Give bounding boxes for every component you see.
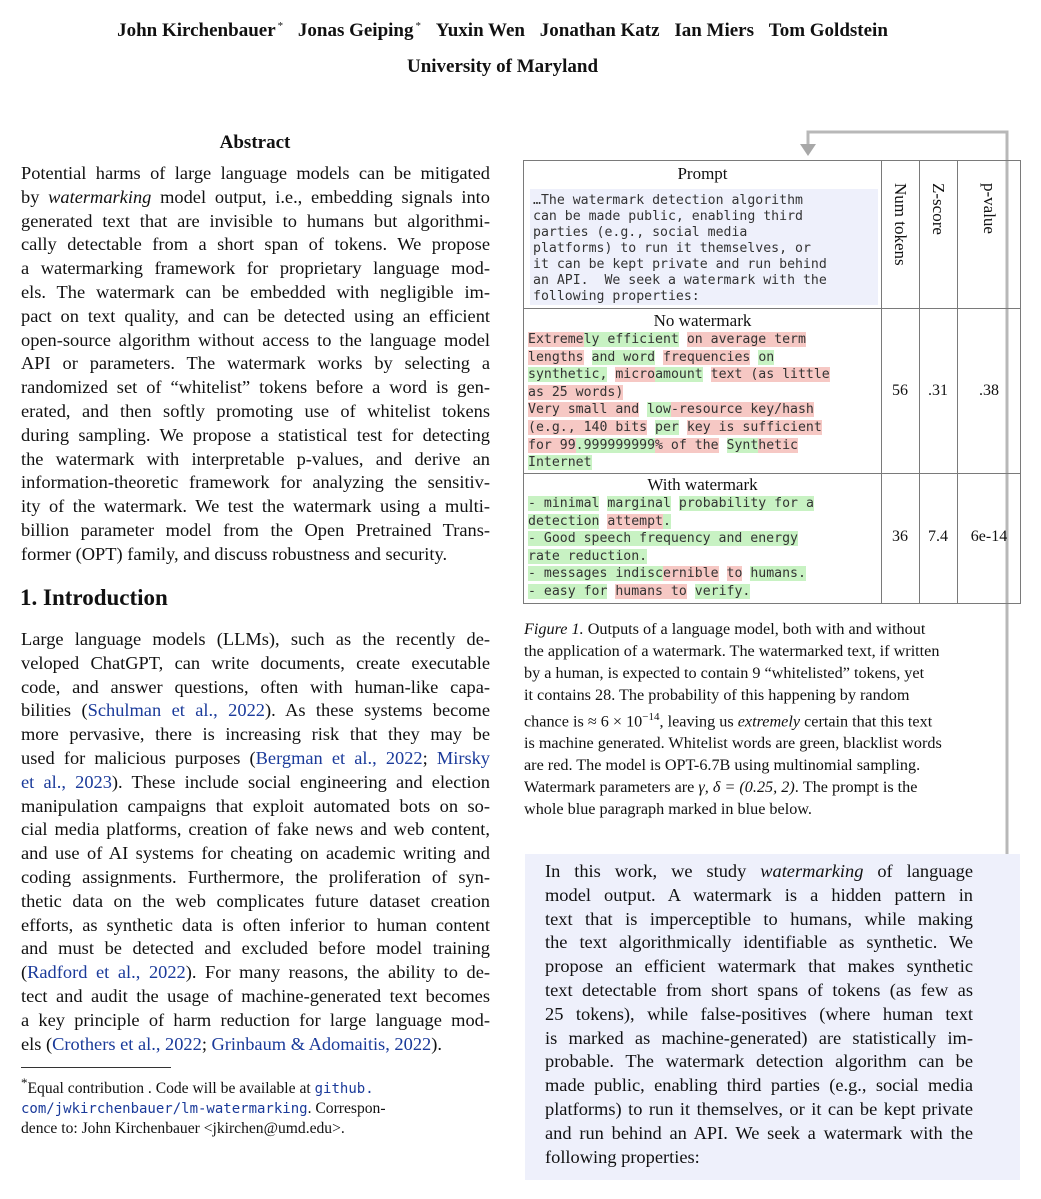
whitelist-token: - Good speech frequency and energy [528,531,798,547]
whitelist-token: ly efficient [583,332,679,347]
author: John Kirchenbauer * [117,20,284,41]
caption-line: the application of a watermark. The watermarked text, if written [524,642,940,660]
text-line: API or parameters. The watermark works by selecting a [21,353,490,374]
blacklist-token: key is sufficient [686,420,822,435]
token-line [528,530,798,548]
whitelist-token: . [663,513,671,529]
text-line: Large language models (LLMs), such as the recently de- [21,629,490,649]
text-line: propose an efficient watermark that makes synthetic [545,956,973,977]
column-header: Num tokens [891,183,910,266]
whitelist-token: - messages indisc [528,566,663,582]
token-line [528,495,814,513]
text-line: In this work, we study watermarking of language [545,861,973,881]
blacklist-token: (e.g., 140 bits [528,420,648,435]
author: Jonathan Katz [539,20,660,41]
token-space [679,420,687,435]
prompt-label: Prompt [677,164,728,183]
citation-link[interactable]: Crothers et al., 2022 [52,1033,202,1054]
text-line: more pervasive, there is increasing risk that they may be [21,724,490,745]
blacklist-token: humans to [615,584,687,599]
text-line: els. The watermark can be embedded with negligible im- [21,281,490,302]
token-space [679,332,687,347]
text-line: a key principle of harm reduction for large language mod- [21,1009,490,1030]
prompt-line: it can be kept private and run behind [533,257,827,272]
text-line: following properties: [545,1146,700,1167]
text-line: cally detectable from a short span of tokens. We propose [21,234,490,255]
whitelist-token: marginal [607,496,671,511]
figure-1-caption [524,618,1014,820]
text-line: cial media platforms, creation of fake news and web content, [21,819,490,840]
blacklist-token: ernible [662,566,719,582]
whitelist-token: Internet [528,455,592,471]
text-line: made public, enabling third parties (e.g., social media [545,1075,973,1096]
prompt-line: can be made public, enabling third [533,209,803,224]
with-watermark-z-score: 7.4 [928,528,948,545]
caption-label: Figure 1. [524,620,584,638]
blacklist-token: lengths [528,349,584,365]
token-line [528,454,592,472]
abstract-title: Abstract [219,132,291,153]
token-line [528,548,647,566]
blacklist-token: -resource key/hash [670,402,814,418]
blacklist-token: text (as little [710,367,830,383]
token-space [671,496,679,511]
whitelist-token: amount [655,367,703,383]
blacklist-token: % of the [655,437,719,453]
footnote-line: *Equal contribution . Code will be available at github. [21,1075,374,1098]
blacklist-token: frequencies [663,349,751,365]
text-line: during sampling. We propose a statistical test for detecting [21,424,490,445]
whitelist-token: .999999999 [575,437,656,453]
whitelist-token: probability for a [678,496,814,511]
caption-line: it contains 28. The probability of this happening by random [524,686,910,704]
prompt-line: parties (e.g., social media [533,225,748,240]
token-line [528,366,830,384]
prompt-line: an API. We seek a watermark with the [533,273,827,288]
blacklist-token: micro [615,367,656,383]
caption-line: are red. The model is OPT-6.7B using multinomial sampling. [524,756,921,775]
with-watermark-num-tokens: 36 [892,528,908,545]
no-watermark-z-score: .31 [928,382,948,399]
token-space [703,367,711,382]
token-line [528,401,814,419]
blacklist-token: hetic [758,437,798,453]
no-watermark-label: No watermark [653,311,752,330]
section-title-introduction: 1. Introduction [20,585,168,610]
token-space [687,584,695,599]
text-line: platforms) to run it themselves, or it can be kept private [545,1098,973,1119]
text-line: randomized set of “whitelist” tokens before a word is gen- [21,377,490,398]
text-line: a watermarking framework for proprietary language mod- [21,258,490,279]
text-line: and must be detected and excluded before model training [21,938,490,959]
column-header: Z-score [929,183,948,235]
column-header: p-value [980,183,999,234]
blacklist-token: attempt [607,513,663,529]
token-line [528,437,798,455]
token-space [655,350,663,365]
text-line: erated, and then softly promoting use of whitelist tokens [21,400,490,421]
text-line: generated text that are invisible to humans but algorithmi- [21,210,490,231]
footnote-line: dence to: John Kirchenbauer <jkirchen@umd.edu>. [21,1120,345,1138]
text-line: and use of AI systems for cheating on academic writing and [21,843,490,864]
text-line: model output. A watermark is a hidden pattern in [545,884,973,905]
text-line: els (Crothers et al., 2022; Grinbaum & Adomaitis, 2022). [21,1033,442,1054]
whitelist-token: synthetic, [528,367,608,383]
text-line: the text algorithmically identifiable as synthetic. We [545,932,973,953]
text-line: by watermarking model output, i.e., embedding signals into [21,186,490,207]
token-space [647,420,655,435]
token-line [528,349,774,367]
text-line: is marked as machine-generated) are statistically im- [545,1027,973,1048]
whitelist-token: humans. [750,566,806,582]
code-link[interactable]: github. [314,1081,374,1098]
whitelist-token: - easy for [528,584,608,599]
citation-link[interactable]: Schulman et al., 2022 [87,700,265,721]
text-line: Potential harms of large language models can be mitigated [21,163,490,183]
text-line: pact on text quality, and can be detected using an efficient [21,305,490,326]
caption-line: by a human, is expected to contain 9 “whitelisted” tokens, yet [524,664,925,682]
text-line: ity of the watermark. We test the watermark using a multi- [21,496,490,517]
blacklist-token: Extreme [528,332,584,347]
caption-line: Watermark parameters are γ, δ = (0.25, 2). The prompt is the [524,778,918,797]
text-line: probable. The watermark detection algorithm can be [545,1051,973,1072]
affiliation: University of Maryland [406,56,599,77]
text-line: code, and answer questions, often with human-like capa- [21,676,490,697]
text-line: text that is imperceptible to humans, while making [545,908,973,929]
author: Tom Goldstein [768,20,888,41]
text-line: tect and audit the usage of machine-generated text becomes [21,985,490,1006]
prompt-text-box [530,189,878,305]
text-line: text detectable from short spans of tokens (as few as [545,979,973,1000]
whitelist-token: and word [591,349,656,365]
text-line: open-source algorithm without access to the language model [21,329,490,350]
text-line: used for malicious purposes (Bergman et al., 2022; Mirsky [21,747,490,768]
text-line: the watermark with interpretable p-values, and derive an [21,448,490,469]
whitelist-token: low [647,402,671,418]
citation-link[interactable]: Mirsky [436,747,490,768]
token-space [719,566,727,581]
no-watermark-p-value: .38 [979,382,999,399]
footnote-line: com/jwkirchenbauer/lm-watermarking. Correspon- [21,1100,386,1118]
text-line: information-theoretic framework for analyzing the sensitiv- [21,472,490,493]
text-line: et al., 2023). These include social engineering and election [21,771,490,792]
blacklist-token: for 99 [528,437,576,453]
text-line: billion parameter model from the Open Pretrained Trans- [21,519,490,540]
token-line [528,583,750,601]
citation-link[interactable]: Bergman et al., 2022 [255,747,423,768]
text-line: thetic data on the web complicates future dataset creation [21,890,490,911]
citation-link[interactable]: et al., 2023 [21,771,112,792]
whitelist-token: rate reduction. [528,548,648,564]
no-watermark-num-tokens: 56 [892,382,908,399]
token-space [719,438,727,453]
caption-line: whole blue paragraph marked in blue below. [524,800,812,819]
blacklist-token: on average term [686,332,806,347]
whitelist-token: - minimal [528,496,600,511]
blacklist-token: Very small and [528,402,640,418]
with-watermark-p-value: 6e-14 [970,528,1008,545]
highlighted-paragraph [545,860,973,1169]
prompt-line: …The watermark detection algorithm [533,193,803,208]
emphasis: watermarking [48,186,152,207]
caption-line: Figure 1. Outputs of a language model, both with and without [524,620,926,638]
token-line [528,384,623,402]
token-line [528,419,822,437]
token-line [528,513,671,531]
table-divider [524,308,1020,309]
whitelist-token: on [758,349,775,365]
text-line: 25 tokens), while false-positives (where human text [545,1003,973,1024]
text-line: manipulation campaigns that exploit automated bots on so- [21,795,490,816]
whitelist-token: verify. [694,584,751,599]
table-divider [524,473,1020,474]
token-space [584,350,592,365]
caption-line: chance is ≈ $6 \times 10^{-14}$, leaving us extremely certain that this text [524,711,933,731]
author: Yuxin Wen [435,20,525,41]
citation-link[interactable]: Radford et al., 2022 [27,962,186,983]
author: Ian Miers [674,20,755,41]
text-line: veloped ChatGPT, can write documents, create executable [21,652,490,673]
text-line: coding assignments. Furthermore, the proliferation of syn- [21,866,490,887]
code-link[interactable]: com/jwkirchenbauer/lm-watermarking [21,1101,308,1118]
caption-line: is machine generated. Whitelist words are green, blacklist words [524,734,942,753]
text-line: bilities (Schulman et al., 2022). As these systems become [21,700,490,721]
author: Jonas Geiping * [297,20,421,41]
prompt-line: following properties: [533,289,700,304]
citation-link[interactable]: Grinbaum & Adomaitis, 2022 [211,1033,432,1054]
figure-1-table [523,160,1021,604]
prompt-line: platforms) to run it themselves, or [533,241,811,256]
text-line: efforts, as synthetic data is often inferior to human content [21,914,490,935]
with-watermark-label: With watermark [647,475,758,494]
text-line: (Radford et al., 2022). For many reasons, the ability to de- [21,962,491,983]
whitelist-token: Synt [726,437,759,453]
whitelist-token: per [655,420,679,435]
token-space [639,402,647,417]
text-line: and run behind an API. We seek a watermark with the [545,1122,973,1143]
blacklist-token: to [726,566,743,582]
blacklist-token: as 25 words) [528,384,624,400]
token-line [528,331,806,349]
token-line [528,565,806,583]
text-line: former (OPT) family, and discuss robustness and security. [21,543,448,564]
whitelist-token: detection [528,513,600,529]
